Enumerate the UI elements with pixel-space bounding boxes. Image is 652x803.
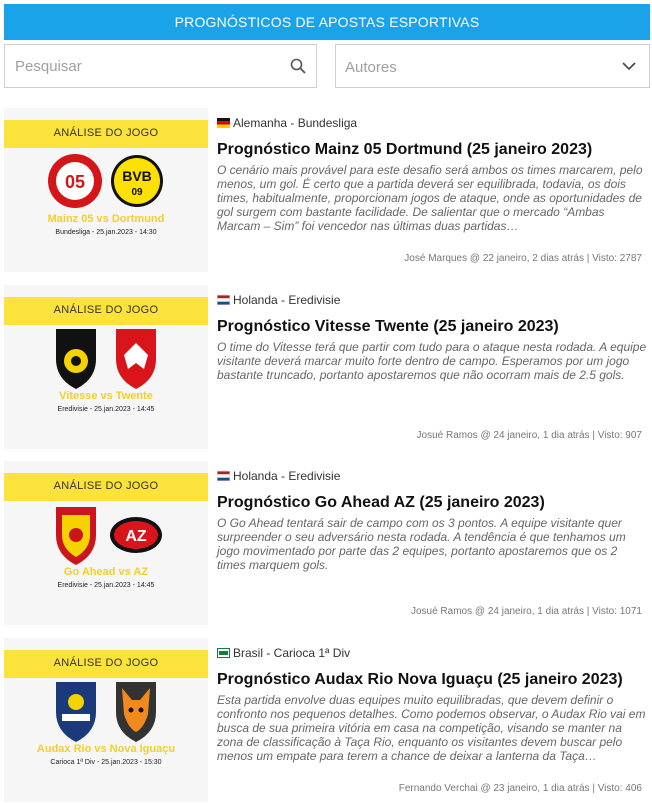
thumbnail-match: Go Ahead vs AZ: [63, 566, 149, 578]
az-logo-icon: [110, 517, 162, 553]
article-card[interactable]: [4, 461, 650, 625]
twente-logo-icon: [116, 329, 156, 389]
thumbnail-match: Mainz 05 vs Dortmund: [47, 213, 165, 225]
authors-select-value: Autores: [345, 59, 397, 76]
thumbnail-meta: Eredivisie - 25.jan.2023 - 14:45: [57, 406, 155, 413]
vitesse-logo-icon: [56, 329, 96, 389]
article-excerpt: Esta partida envolve duas equipes muito equilibradas, que devem definir o confronto nos pequenos detalhes. Como podemos observar, o Audax Rio vai em busca de sua primeira vitória em casa na competição, visando se manter na zona de classificação à Taça Rio, enquanto os visitantes devem buscar pelo menos um empate para terem a chance de deixar a lanterna da Taça…: [217, 693, 646, 763]
league-label[interactable]: [217, 469, 340, 483]
league-name: Alemanha - Bundesliga: [233, 116, 358, 130]
svg-text:05: 05: [64, 172, 86, 192]
thumbnail-label: ANÁLISE DO JOGO: [53, 657, 159, 669]
authors-select[interactable]: [335, 44, 650, 88]
thumbnail-meta: Bundesliga - 25.jan.2023 - 14:30: [55, 229, 157, 236]
article-byline: José Marques @ 22 janeiro, 2 dias atrás | Visto: 2787: [404, 253, 642, 264]
article-content: [217, 108, 650, 272]
article-thumbnail[interactable]: [4, 461, 208, 625]
team-logos: [4, 148, 208, 214]
article-thumbnail[interactable]: [4, 638, 208, 802]
article-excerpt: O Go Ahead tentará sair de campo com os 3 pontos. A equipe visitante quer surpreender o seu adversário nesta rodada. A tendência é que tenhamos um jogo movimentado por parte das 2 equipes, portanto apostaremos que os 2 times marquem gols.: [217, 516, 626, 572]
league-name: Brasil - Carioca 1ª Div: [233, 646, 351, 660]
search-icon[interactable]: [290, 58, 306, 74]
go-ahead-logo-icon: [56, 507, 96, 565]
dortmund-logo-icon: [111, 155, 163, 207]
article-card[interactable]: [4, 285, 650, 449]
chevron-down-icon: [621, 60, 637, 72]
article-excerpt: O cenário mais provável para este desafio será ambos os times marcarem, pelo menos, um gol. É certo que a partida deverá ser equilibrada, todavia, os dois times, habitualmente, proporcionam jogos de ataque, onde as oportunidades de gol surgem com bastante facilidade. De salientar que o mercado “Ambas Marcam – Sim” foi vencedor nas últimas duas partidas…: [217, 163, 643, 233]
thumbnail-label: ANÁLISE DO JOGO: [53, 127, 159, 139]
thumbnail-band: [4, 120, 208, 148]
netherlands-flag-icon: [217, 295, 230, 305]
article-content: [217, 461, 650, 625]
article-title[interactable]: Prognóstico Audax Rio Nova Iguaçu (25 janeiro 2023): [217, 671, 623, 688]
team-logos: [4, 678, 208, 744]
search-input[interactable]: [13, 45, 287, 87]
page-header: [4, 4, 650, 40]
league-label[interactable]: [217, 293, 340, 307]
thumbnail-band: [4, 473, 208, 501]
article-byline: Fernando Verchai @ 23 janeiro, 1 dia atrás | Visto: 406: [398, 783, 642, 794]
svg-text:AZ: AZ: [125, 528, 147, 545]
article-excerpt: O time do Vitesse terá que partir com tudo para o ataque nesta rodada. A equipe visitante deverá marcar muito forte dentro de campo. Esperamos por um jogo bastante truncado, portanto apostaremos que não ocorram mais de 2.5 gols.: [217, 340, 647, 382]
league-name: Holanda - Eredivisie: [233, 469, 341, 483]
mainz-logo-icon: [48, 154, 102, 208]
article-thumbnail[interactable]: [4, 285, 208, 449]
team-logos: [4, 501, 208, 567]
audax-logo-icon: [56, 682, 96, 742]
league-label[interactable]: [217, 646, 350, 660]
article-title[interactable]: Prognóstico Vitesse Twente (25 janeiro 2023): [217, 318, 559, 335]
article-card[interactable]: [4, 108, 650, 272]
article-content: [217, 638, 650, 802]
svg-text:09: 09: [131, 187, 143, 198]
article-title[interactable]: Prognóstico Go Ahead AZ (25 janeiro 2023): [217, 494, 545, 511]
page-title: PROGNÓSTICOS DE APOSTAS ESPORTIVAS: [174, 14, 480, 30]
thumbnail-label: ANÁLISE DO JOGO: [53, 304, 159, 316]
netherlands-flag-icon: [217, 471, 230, 481]
team-logos: [4, 325, 208, 391]
thumbnail-match: Audax Rio vs Nova Iguaçu: [36, 743, 176, 755]
article-card[interactable]: [4, 638, 650, 802]
carioca-badge-icon: [217, 648, 230, 658]
nova-iguacu-logo-icon: [116, 682, 156, 742]
search-box[interactable]: [4, 44, 317, 88]
article-byline: Josué Ramos @ 24 janeiro, 1 dia atrás | Visto: 907: [416, 430, 642, 441]
league-name: Holanda - Eredivisie: [233, 293, 341, 307]
article-thumbnail[interactable]: [4, 108, 208, 272]
article-byline: Josué Ramos @ 24 janeiro, 1 dia atrás | Visto: 1071: [410, 606, 642, 617]
thumbnail-meta: Eredivisie - 25.jan.2023 - 14:45: [57, 582, 155, 589]
article-title[interactable]: Prognóstico Mainz 05 Dortmund (25 janeiro 2023): [217, 141, 593, 158]
thumbnail-band: [4, 297, 208, 325]
article-content: [217, 285, 650, 449]
thumbnail-match: Vitesse vs Twente: [59, 390, 153, 402]
thumbnail-band: [4, 650, 208, 678]
thumbnail-meta: Carioca 1ª Div - 25.jan.2023 - 15:30: [50, 759, 162, 766]
league-label[interactable]: [217, 116, 357, 130]
thumbnail-label: ANÁLISE DO JOGO: [53, 480, 159, 492]
germany-flag-icon: [217, 118, 230, 128]
svg-text:BVB: BVB: [122, 168, 152, 184]
